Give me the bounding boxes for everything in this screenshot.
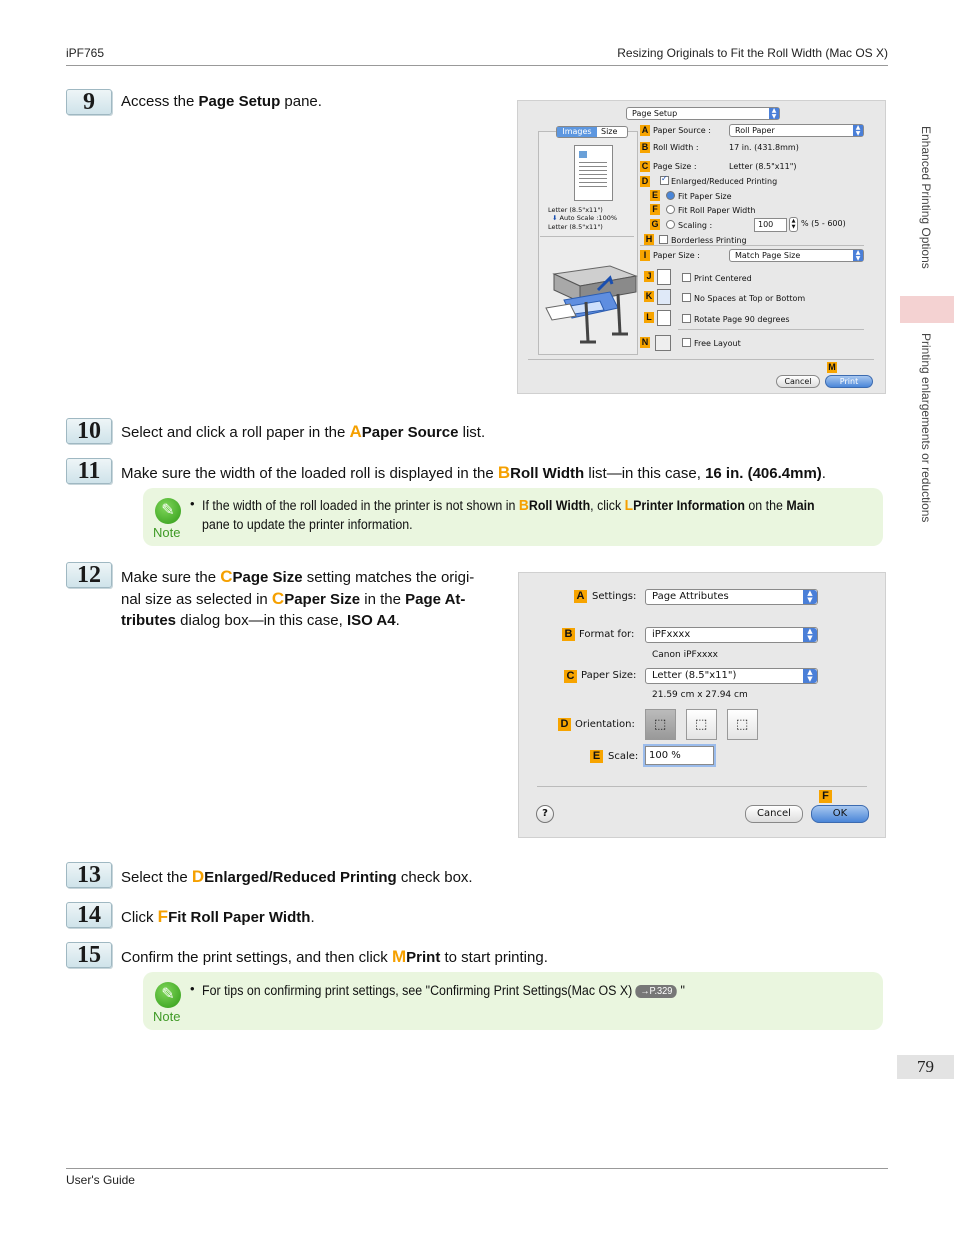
step-number-11: 11 bbox=[66, 458, 112, 484]
orientation-reverse-landscape-button[interactable] bbox=[727, 709, 758, 740]
callout-n: N bbox=[641, 337, 649, 347]
settings-popup[interactable]: Page Attributes ▲ ▼ bbox=[645, 589, 818, 605]
callout-j: J bbox=[644, 271, 654, 282]
note-label-1: Note bbox=[153, 525, 181, 540]
callout-l: L bbox=[644, 312, 654, 323]
step-14-text: Click FFit Roll Paper Width. bbox=[121, 907, 315, 926]
orientation-landscape-button[interactable] bbox=[686, 709, 717, 740]
scale-label: Scale: bbox=[608, 751, 639, 762]
portrait-icon: ⬚ bbox=[654, 717, 667, 732]
page-setup-popup[interactable]: Page Setup ▲ ▼ bbox=[626, 107, 780, 120]
pencil-icon: ✎ bbox=[155, 498, 181, 524]
callout-c2: C bbox=[564, 670, 577, 683]
tab-size[interactable]: Size bbox=[601, 127, 618, 136]
callout-e: E bbox=[651, 190, 658, 200]
paper-source-label: Paper Source : bbox=[653, 126, 711, 135]
callout-a2: A bbox=[574, 590, 587, 603]
scaling-input[interactable]: 100 bbox=[754, 218, 787, 232]
rotate-icon bbox=[657, 310, 671, 326]
side-tab-marker bbox=[900, 296, 954, 323]
callout-b: B bbox=[641, 142, 649, 152]
callout-b2: B bbox=[562, 628, 575, 641]
preview-info-1: Letter (8.5"x11") bbox=[548, 206, 603, 214]
callout-a: A bbox=[641, 125, 649, 135]
step-number-10: 10 bbox=[66, 418, 112, 444]
help-button[interactable]: ? bbox=[536, 805, 554, 823]
fit-roll-label: Fit Roll Paper Width bbox=[678, 206, 756, 215]
free-layout-icon bbox=[655, 335, 671, 351]
pencil-icon: ✎ bbox=[155, 982, 181, 1008]
format-sub: Canon iPFxxxx bbox=[652, 650, 718, 660]
header-rule bbox=[66, 65, 888, 66]
paper-size-sub: 21.59 cm x 27.94 cm bbox=[652, 690, 748, 700]
paper-size-label-2: Paper Size: bbox=[581, 670, 637, 681]
paper-source-popup[interactable]: Roll Paper ▲ ▼ bbox=[729, 124, 864, 137]
print-button[interactable]: Print bbox=[825, 375, 873, 388]
scaling-radio[interactable] bbox=[666, 220, 675, 229]
paper-size-popup-2[interactable]: Letter (8.5"x11") ▲ ▼ bbox=[645, 668, 818, 684]
orientation-label: Orientation: bbox=[575, 719, 635, 730]
rotate-label: Rotate Page 90 degrees bbox=[694, 315, 790, 324]
bullet-icon: • bbox=[190, 496, 195, 511]
scale-input[interactable]: 100 % bbox=[645, 746, 714, 765]
header-product: iPF765 bbox=[66, 46, 105, 60]
landscape-icon: ⬚ bbox=[695, 717, 708, 732]
page-number: 79 bbox=[897, 1055, 954, 1079]
bullet-icon: • bbox=[190, 981, 195, 996]
step-number-14: 14 bbox=[66, 902, 112, 928]
preview-tabs bbox=[556, 126, 628, 138]
paper-size-popup[interactable]: Match Page Size ▲ ▼ bbox=[729, 249, 864, 262]
print-centered-label: Print Centered bbox=[694, 274, 752, 283]
page-setup-screenshot bbox=[517, 100, 886, 394]
no-spaces-icon bbox=[657, 289, 671, 305]
callout-d2: D bbox=[558, 718, 571, 731]
preview-info-3: Letter (8.5"x11") bbox=[548, 223, 603, 231]
tab-images[interactable]: Images bbox=[557, 127, 597, 137]
preview-info-2: ⬇ Auto Scale :100% bbox=[552, 214, 618, 222]
note-label-2: Note bbox=[153, 1009, 181, 1024]
footer-rule bbox=[66, 1168, 888, 1169]
note-box-2 bbox=[143, 972, 883, 1030]
rotate-checkbox[interactable] bbox=[682, 314, 691, 323]
step-number-9: 9 bbox=[66, 89, 112, 115]
callout-m: M bbox=[828, 362, 836, 372]
reverse-landscape-icon: ⬚ bbox=[736, 717, 749, 732]
print-centered-checkbox[interactable] bbox=[682, 273, 691, 282]
scaling-range: % (5 - 600) bbox=[801, 219, 846, 228]
side-tab-top[interactable]: Enhanced Printing Options bbox=[919, 126, 933, 269]
page-size-label: Page Size : bbox=[653, 162, 697, 171]
step-number-12: 12 bbox=[66, 562, 112, 588]
callout-k: K bbox=[645, 291, 653, 301]
format-popup[interactable]: iPFxxxx ▲ ▼ bbox=[645, 627, 818, 643]
enlarged-label: Enlarged/Reduced Printing bbox=[671, 177, 778, 186]
scaling-label: Scaling : bbox=[678, 221, 713, 230]
footer-guide-title: User's Guide bbox=[66, 1173, 135, 1187]
note-1-text: If the width of the roll loaded in the printer is not shown in BRoll Width, click LPrinter Information on the Main pane to update the printer information. bbox=[202, 497, 815, 532]
callout-h: H bbox=[645, 234, 653, 244]
settings-label: Settings: bbox=[592, 591, 637, 602]
step-11-text: Make sure the width of the loaded roll is displayed in the BRoll Width list—in this case, 16 in. (406.4mm). bbox=[121, 463, 826, 482]
step-number-13: 13 bbox=[66, 862, 112, 888]
scaling-stepper[interactable]: ▲ ▼ bbox=[789, 217, 798, 232]
free-layout-checkbox[interactable] bbox=[682, 338, 691, 347]
page-size-value: Letter (8.5"x11") bbox=[729, 162, 797, 171]
step-9-text: Access the Page Setup pane. bbox=[121, 93, 322, 110]
step-13-text: Select the DEnlarged/Reduced Printing check box. bbox=[121, 867, 473, 886]
roll-width-label: Roll Width : bbox=[653, 143, 699, 152]
printer-illustration bbox=[540, 246, 640, 346]
fit-paper-radio[interactable] bbox=[666, 191, 675, 200]
paper-size-label: Paper Size : bbox=[653, 251, 700, 260]
callout-d: D bbox=[641, 176, 649, 186]
fit-paper-label: Fit Paper Size bbox=[678, 192, 732, 201]
page-attributes-screenshot bbox=[518, 572, 886, 838]
cancel-button-2[interactable]: Cancel bbox=[745, 805, 803, 823]
roll-width-value: 17 in. (431.8mm) bbox=[729, 143, 799, 152]
print-centered-icon bbox=[657, 269, 671, 285]
step-12-text: Make sure the CPage Size setting matches the origi- nal size as selected in CPaper Size in the Page At- tributes dialog box—in this case, ISO A4. bbox=[121, 567, 475, 629]
callout-g: G bbox=[651, 219, 659, 229]
callout-f2: F bbox=[819, 790, 832, 803]
ok-button[interactable]: OK bbox=[811, 805, 869, 823]
callout-i: I bbox=[640, 250, 650, 261]
side-tab-bottom[interactable]: Printing enlargements or reductions bbox=[919, 333, 933, 523]
free-layout-label: Free Layout bbox=[694, 339, 741, 348]
no-spaces-checkbox[interactable] bbox=[682, 293, 691, 302]
header-section-title: Resizing Originals to Fit the Roll Width (Mac OS X) bbox=[617, 46, 888, 60]
orientation-portrait-button[interactable] bbox=[645, 709, 676, 740]
step-10-text: Select and click a roll paper in the APaper Source list. bbox=[121, 422, 486, 441]
step-15-text: Confirm the print settings, and then click MPrint to start printing. bbox=[121, 947, 548, 966]
callout-e2: E bbox=[590, 750, 603, 763]
no-spaces-label: No Spaces at Top or Bottom bbox=[694, 294, 806, 303]
borderless-checkbox[interactable] bbox=[659, 235, 668, 244]
callout-f: F bbox=[650, 204, 660, 215]
cancel-button[interactable]: Cancel bbox=[776, 375, 820, 388]
step-number-15: 15 bbox=[66, 942, 112, 968]
note-box-1 bbox=[143, 488, 883, 546]
enlarged-checkbox[interactable]: ✓ bbox=[661, 174, 668, 183]
borderless-label: Borderless Printing bbox=[671, 236, 747, 245]
page-preview-thumbnail bbox=[574, 145, 613, 201]
callout-c: C bbox=[641, 161, 649, 171]
note-2-text: For tips on confirming print settings, see "Confirming Print Settings(Mac OS X) →P.329 " bbox=[202, 983, 685, 998]
format-label: Format for: bbox=[579, 629, 635, 640]
page-reference-link[interactable]: →P.329 bbox=[636, 985, 677, 998]
fit-roll-radio[interactable] bbox=[666, 205, 675, 214]
